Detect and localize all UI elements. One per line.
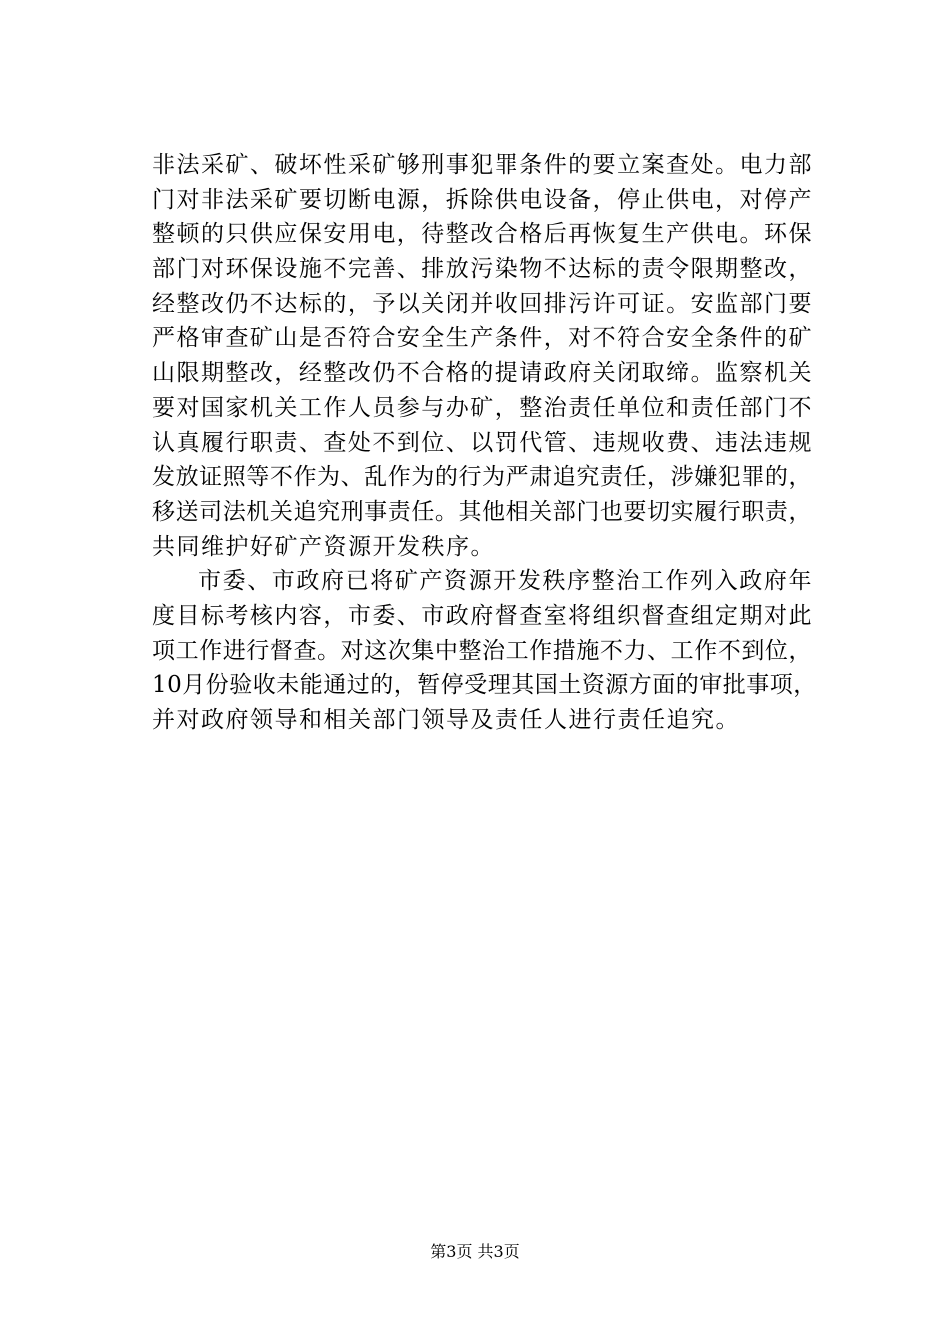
- text-line: 共同维护好矿产资源开发秩序。: [152, 533, 495, 560]
- paragraph-2: [152, 564, 817, 737]
- text-line: 市委、市政府已将矿产资源开发秩序整治工作列入政府年: [198, 568, 812, 595]
- text-line: 并对政府领导和相关部门领导及责任人进行责任追究。: [152, 707, 740, 733]
- text-line: 认真履行职责、查处不到位、以罚代管、违规收费、违法违规: [152, 429, 812, 456]
- text-line: 要对国家机关工作人员参与办矿，整治责任单位和责任部门不: [152, 394, 812, 421]
- text-line: 严格审查矿山是否符合安全生产条件，对不符合安全条件的矿: [152, 325, 812, 352]
- text-line: 发放证照等不作为、乱作为的行为严肃追究责任，涉嫌犯罪的，: [152, 464, 812, 491]
- text-line: 经整改仍不达标的，予以关闭并收回排污许可证。安监部门要: [152, 290, 812, 317]
- text-line: 移送司法机关追究刑事责任。其他相关部门也要切实履行职责，: [152, 498, 812, 525]
- text-line: 度目标考核内容，市委、市政府督查室将组织督查组定期对此: [152, 602, 812, 629]
- text-line: 项工作进行督查。对这次集中整治工作措施不力、工作不到位，: [152, 637, 812, 664]
- document-body: [152, 148, 817, 738]
- text-line: 门对非法采矿要切断电源，拆除供电设备，停止供电，对停产: [152, 186, 812, 213]
- page-footer: [0, 1242, 950, 1262]
- text-line: 部门对环保设施不完善、排放污染物不达标的责令限期整改，: [152, 256, 812, 283]
- text-line: 10月份验收未能通过的，暂停受理其国土资源方面的审批事项，: [152, 672, 817, 699]
- text-line: 非法采矿、破坏性采矿够刑事犯罪条件的要立案查处。电力部: [152, 152, 812, 178]
- page-number-label: 第3页 共3页: [430, 1242, 520, 1261]
- paragraph-1: [152, 148, 812, 564]
- text-line: 整顿的只供应保安用电，待整改合格后再恢复生产供电。环保: [152, 221, 812, 248]
- text-line: 山限期整改，经整改仍不合格的提请政府关闭取缔。监察机关: [152, 360, 812, 387]
